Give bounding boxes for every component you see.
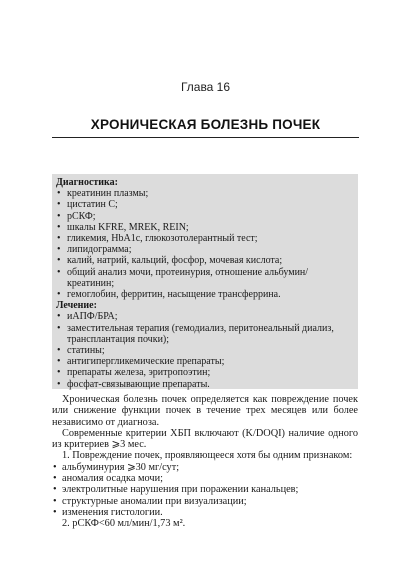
- criterion-2: 2. рСКФ<60 мл/мин/1,73 м².: [62, 518, 186, 530]
- list-item: • шкалы KFRE, MREK, REIN;: [56, 222, 354, 233]
- list-item: • калий, натрий, кальций, фосфор, мочевая кислота;: [56, 255, 354, 266]
- summary-box: [52, 174, 358, 389]
- list-item: • гликемия, HbA1c, глюкозотолерантный тест;: [56, 233, 354, 244]
- diagnostics-list: [56, 188, 354, 300]
- list-item: • антигипергликемические препараты;: [56, 356, 354, 367]
- list-item: • аномалия осадка мочи;: [52, 473, 358, 484]
- paragraph: Современные критерии ХБП включают (K/DOQI) наличие одного из критериев ⩾3 мес.: [52, 427, 358, 451]
- list-item: • гемоглобин, ферритин, насыщение трансферрина.: [56, 289, 354, 300]
- list-item: • рСКФ;: [56, 211, 354, 222]
- list-item: • креатинин плазмы;: [56, 188, 354, 199]
- list-item: • заместительная терапия (гемодиализ, перитонеальный диализ, трансплантация почки);: [56, 323, 354, 345]
- list-item: • альбуминурия ⩾30 мг/сут;: [52, 462, 358, 473]
- list-item: • фосфат-связывающие препараты.: [56, 379, 354, 390]
- list-item: • иАПФ/БРА;: [56, 311, 354, 322]
- body-text: [52, 394, 358, 530]
- list-item: • структурные аномалии при визуализации;: [52, 496, 358, 507]
- treatment-heading: Лечение:: [56, 300, 97, 312]
- list-item: • цистатин С;: [56, 199, 354, 210]
- list-item: • препараты железа, эритропоэтин;: [56, 367, 354, 378]
- criterion-1-list: [52, 462, 358, 518]
- paragraph: Хроническая болезнь почек определяется как повреждение почек или снижение функции почек в течение трех месяцев или более независимо от диагноза.: [52, 394, 358, 428]
- treatment-list: [56, 311, 354, 389]
- chapter-title: ХРОНИЧЕСКАЯ БОЛЕЗНЬ ПОЧЕК: [90, 117, 321, 132]
- criterion-1: 1. Повреждение почек, проявляющееся хотя бы одним признаком:: [62, 450, 353, 462]
- title-rule: [52, 137, 359, 138]
- list-item: • липидограмма;: [56, 244, 354, 255]
- diagnostics-heading: Диагностика:: [56, 177, 118, 188]
- list-item: • изменения гистологии.: [52, 507, 358, 518]
- list-item: • электролитные нарушения при поражении канальцев;: [52, 484, 358, 495]
- chapter-label: Глава 16: [180, 80, 231, 94]
- list-item: • статины;: [56, 345, 354, 356]
- list-item: • общий анализ мочи, протеинурия, отношение альбумин/креатинин;: [56, 267, 354, 289]
